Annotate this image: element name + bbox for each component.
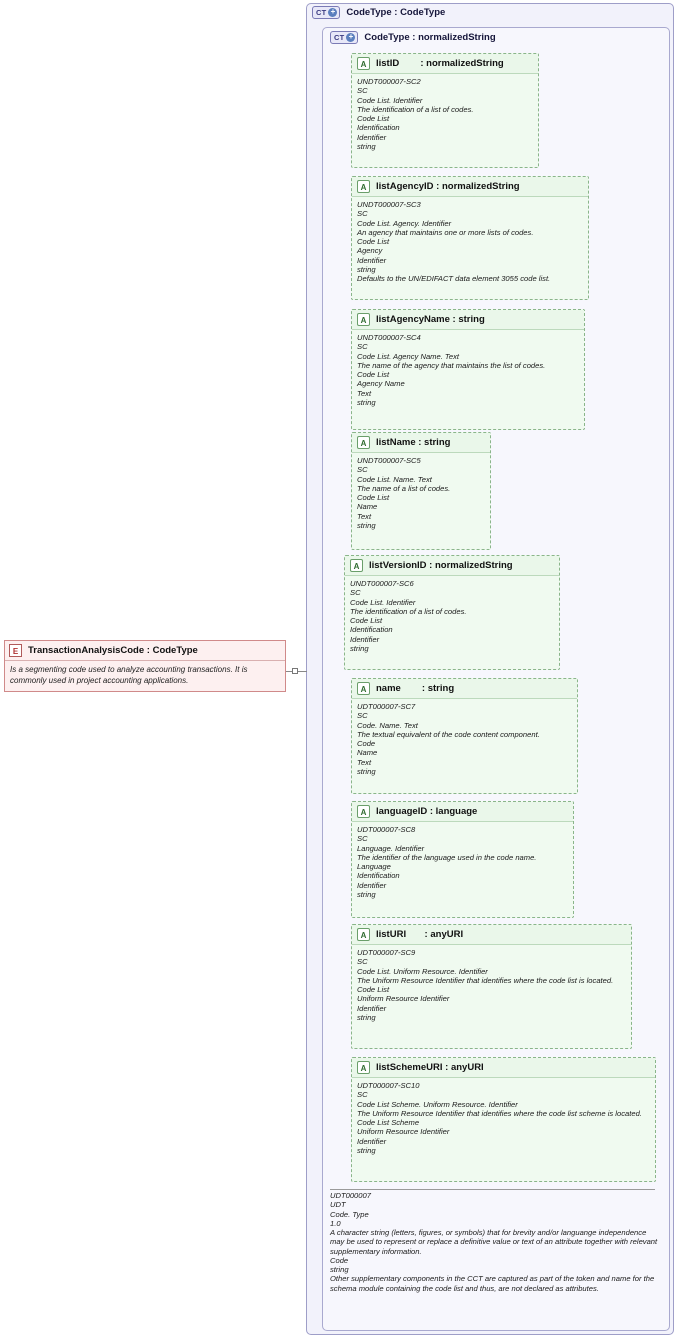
attribute-icon: A — [357, 180, 370, 193]
attr-line: The identification of a list of codes. — [357, 104, 474, 114]
attribute-header — [352, 433, 490, 453]
element-icon: E — [9, 644, 22, 657]
attribute-listversionid[interactable] — [344, 555, 560, 670]
attr-line: The name of a list of codes. — [357, 483, 451, 493]
element-transactionanalysiscode[interactable] — [4, 640, 286, 692]
attribute-body — [352, 74, 538, 155]
element-documentation: Is a segmenting code used to analyze accounting transactions. It is commonly used in project accounting applications. — [10, 665, 248, 685]
attribute-icon: A — [357, 436, 370, 449]
attr-line: SC — [357, 86, 368, 96]
element-title: TransactionAnalysisCode : CodeType — [28, 645, 198, 656]
attribute-listagencyid[interactable] — [351, 176, 589, 300]
footer-line: UDT — [330, 1200, 346, 1210]
attr-line: Code List. Identifier — [357, 95, 423, 105]
attr-line: The Uniform Resource Identifier that identifies where the code list scheme is located. — [357, 1108, 642, 1118]
attr-line: An agency that maintains one or more lists of codes. — [357, 227, 534, 237]
attribute-body — [345, 576, 559, 657]
footer-divider — [330, 1189, 655, 1190]
attribute-icon: A — [357, 805, 370, 818]
attr-line: SC — [357, 209, 368, 219]
attr-line: UDT000007-SC7 — [357, 702, 416, 711]
attr-line: string — [357, 1012, 376, 1022]
attr-line: string — [357, 766, 376, 776]
container-codetype-outer-header[interactable] — [312, 6, 445, 19]
attr-line: UDT000007-SC8 — [357, 825, 416, 834]
footer-line: Other supplementary components in the CCT are captured as part of the token and name for the schema module containing the code list and thus, are not declared as attributes. — [330, 1274, 655, 1293]
attr-line: SC — [350, 588, 361, 598]
attr-line: Text — [357, 511, 372, 521]
attribute-body — [352, 330, 584, 411]
attr-line: string — [357, 397, 376, 407]
complextype-icon: CT + — [312, 6, 340, 19]
footer-line: string — [330, 1265, 349, 1274]
expand-plus-icon[interactable]: + — [328, 8, 337, 17]
attribute-title: listID : normalizedString — [376, 58, 504, 69]
attr-line: Language. Identifier — [357, 843, 425, 853]
attr-line: Language — [357, 862, 391, 871]
attr-line: Agency Name — [357, 379, 405, 389]
attr-line: Uniform Resource Identifier — [357, 1127, 450, 1137]
attr-line: Code List. Agency Name. Text — [357, 351, 460, 361]
attribute-body — [352, 822, 573, 903]
attribute-title: listAgencyID : normalizedString — [376, 181, 520, 192]
attr-line: SC — [357, 465, 368, 475]
attr-line: Code List. Identifier — [350, 597, 416, 607]
attr-line: string — [357, 141, 376, 151]
attr-line: Identifier — [357, 132, 387, 142]
container-inner-title: CodeType : normalizedString — [364, 32, 496, 43]
attr-line: Identification — [357, 123, 400, 133]
attr-line: Code List — [357, 370, 390, 379]
attr-line: string — [357, 520, 376, 530]
complextype-icon: CT + — [330, 31, 358, 44]
attr-line: UNDT000007-SC6 — [350, 579, 414, 588]
attr-line: SC — [357, 711, 368, 721]
attr-line: Name — [357, 502, 378, 512]
attribute-title: listAgencyName : string — [376, 314, 485, 325]
attr-line: The textual equivalent of the code content component. — [357, 729, 540, 739]
attribute-title: listURI : anyURI — [376, 929, 464, 940]
attribute-name[interactable] — [351, 678, 578, 794]
attr-line: Code List Scheme. Uniform Resource. Identifier — [357, 1099, 518, 1109]
connector-node[interactable] — [292, 668, 298, 674]
attr-line: string — [350, 643, 369, 653]
attr-line: Code List. Uniform Resource. Identifier — [357, 966, 488, 976]
attr-line: Code List — [357, 985, 390, 994]
attr-line: UDT000007-SC10 — [357, 1081, 420, 1090]
footer-line: Code. Type — [330, 1209, 369, 1219]
attribute-header — [352, 679, 577, 699]
attribute-icon: A — [350, 559, 363, 572]
attribute-body — [352, 945, 631, 1026]
attr-line: Agency — [357, 246, 383, 256]
attribute-body — [352, 197, 588, 287]
footer-line: UDT000007 — [330, 1191, 371, 1200]
container-outer-title: CodeType : CodeType — [346, 7, 446, 18]
attr-line: Code List — [357, 493, 390, 502]
attr-line: UDT000007-SC9 — [357, 948, 416, 957]
attr-line: Code List — [350, 616, 383, 625]
attr-line: UNDT000007-SC5 — [357, 456, 421, 465]
attr-line: Text — [357, 388, 372, 398]
attr-line: UNDT000007-SC2 — [357, 77, 421, 86]
footer-line: 1.0 — [330, 1218, 341, 1228]
attr-line: Text — [357, 757, 372, 767]
attribute-title: listName : string — [376, 437, 451, 448]
attr-line: Code List — [357, 114, 390, 123]
attribute-header — [352, 54, 538, 74]
attribute-listname[interactable] — [351, 432, 491, 550]
footer-line: Code — [330, 1255, 349, 1265]
attr-line: Identifier — [357, 1136, 387, 1146]
attribute-header — [352, 925, 631, 945]
attr-line: Name — [357, 748, 378, 758]
attribute-languageid[interactable] — [351, 801, 574, 918]
attribute-title: languageID : language — [376, 806, 478, 817]
attr-line: The name of the agency that maintains the list of codes. — [357, 360, 546, 370]
attribute-title: name : string — [376, 683, 455, 694]
attr-line: Code List. Name. Text — [357, 474, 432, 484]
attr-line: Identifier — [357, 880, 387, 890]
attr-line: Code — [357, 739, 376, 748]
attr-line: Defaults to the UN/EDIFACT data element 3055 code list. — [357, 274, 551, 283]
attribute-header — [352, 310, 584, 330]
attribute-title: listVersionID : normalizedString — [369, 560, 513, 571]
attribute-header — [352, 1058, 655, 1078]
attr-line: The Uniform Resource Identifier that identifies where the code list is located. — [357, 975, 614, 985]
attribute-icon: A — [357, 1061, 370, 1074]
attr-line: Identifier — [357, 1003, 387, 1013]
attribute-body — [352, 1078, 655, 1159]
attribute-header — [352, 802, 573, 822]
type-documentation — [330, 1191, 660, 1293]
element-header — [5, 641, 285, 661]
expand-plus-icon[interactable]: + — [346, 33, 355, 42]
attr-line: Code. Name. Text — [357, 720, 418, 730]
connector-line-2 — [299, 671, 307, 672]
attr-line: Identification — [357, 871, 400, 881]
attribute-body — [352, 699, 577, 780]
attribute-header — [345, 556, 559, 576]
attr-line: UNDT000007-SC4 — [357, 333, 421, 342]
attr-line: Identifier — [350, 634, 380, 644]
attr-line: SC — [357, 957, 368, 967]
attr-line: Identification — [350, 625, 393, 635]
attribute-listuri[interactable] — [351, 924, 632, 1049]
attribute-icon: A — [357, 57, 370, 70]
attribute-body — [352, 453, 490, 534]
attr-line: SC — [357, 1090, 368, 1100]
attr-line: string — [357, 889, 376, 899]
attr-line: The identifier of the language used in the code name. — [357, 852, 537, 862]
attribute-header — [352, 177, 588, 197]
attribute-listagencyname[interactable] — [351, 309, 585, 430]
attr-line: Uniform Resource Identifier — [357, 994, 450, 1004]
attribute-listid[interactable] — [351, 53, 539, 168]
attr-line: SC — [357, 342, 368, 352]
container-codetype-inner-header[interactable] — [330, 31, 496, 44]
attribute-icon: A — [357, 682, 370, 695]
attr-line: Identifier — [357, 255, 387, 265]
attr-line: Code List — [357, 237, 390, 246]
footer-line: A character string (letters, figures, or symbols) that for brevity and/or languange independence may be used to represent or replace a definitive value or text of an attribute together with relevant supplementary information. — [330, 1228, 658, 1256]
attr-line: The identification of a list of codes. — [350, 606, 467, 616]
attr-line: UNDT000007-SC3 — [357, 200, 421, 209]
attribute-icon: A — [357, 928, 370, 941]
attribute-icon: A — [357, 313, 370, 326]
attribute-title: listSchemeURI : anyURI — [376, 1062, 484, 1073]
attr-line: Code List Scheme — [357, 1118, 420, 1127]
attr-line: SC — [357, 834, 368, 844]
attr-line: string — [357, 1145, 376, 1155]
attr-line: Code List. Agency. Identifier — [357, 218, 452, 228]
attribute-listschemeuri[interactable] — [351, 1057, 656, 1182]
attr-line: string — [357, 264, 376, 274]
